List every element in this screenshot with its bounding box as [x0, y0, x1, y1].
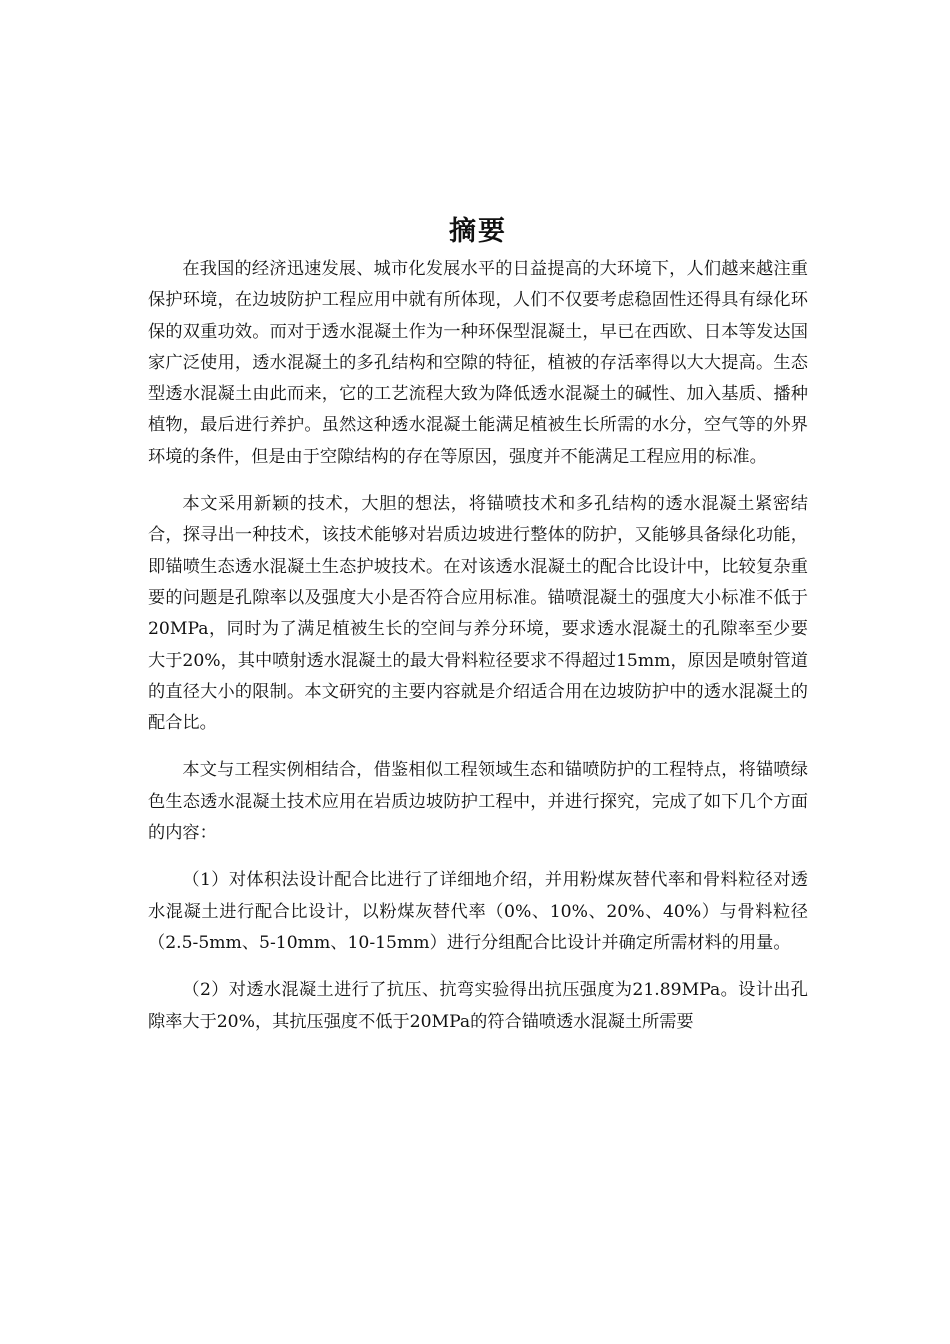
- paragraph-scope: 本文与工程实例相结合，借鉴相似工程领域生态和锚喷防护的工程特点，将锚喷绿色生态透水混凝土技术应用在岩质边坡防护工程中，并进行探究，完成了如下几个方面的内容：: [148, 760, 808, 844]
- abstract-title: 摘要: [449, 216, 507, 247]
- paragraph-background: 在我国的经济迅速发展、城市化发展水平的日益提高的大环境下，人们越来越注重保护环境，在边坡防护工程应用中就有所体现，人们不仅要考虑稳固性还得具有绿化环保的双重功效。而对于透水混凝土作为一种环保型混凝土，早已在西欧、日本等发达国家广泛使用，透水混凝土的多孔结构和空隙的特征，植被的存活率得以大大提高。生态型透水混凝土由此而来，它的工艺流程大致为降低透水混凝土的碱性、加入基质、播种植物，最后进行养护。虽然这种透水混凝土能满足植被生长所需的水分，空气等的外界环境的条件，但是由于空隙结构的存在等原因，强度并不能满足工程应用的标准。: [148, 259, 808, 467]
- document-page: [148, 212, 808, 1054]
- paragraph-method: 本文采用新颖的技术，大胆的想法，将锚喷技术和多孔结构的透水混凝土紧密结合，探寻出一种技术，该技术能够对岩质边坡进行整体的防护，又能够具备绿化功能，即锚喷生态透水混凝土生态护坡技术。在对该透水混凝土的配合比设计中，比较复杂重要的问题是孔隙率以及强度大小是否符合应用标准。锚喷混凝土的强度大小标准不低于20MPa，同时为了满足植被生长的空间与养分环境，要求透水混凝土的孔隙率至少要大于20%，其中喷射透水混凝土的最大骨料粒径要求不得超过15mm，原因是喷射管道的直径大小的限制。本文研究的主要内容就是介绍适合用在边坡防护中的透水混凝土的配合比。: [148, 494, 808, 734]
- paragraph-item-1: （1）对体积法设计配合比进行了详细地介绍，并用粉煤灰替代率和骨料粒径对透水混凝土进行配合比设计，以粉煤灰替代率（0%、10%、20%、40%）与骨料粒径（2.5-5mm、5-10mm、10-15mm）进行分组配合比设计并确定所需材料的用量。: [148, 870, 808, 953]
- paragraph-item-2: （2）对透水混凝土进行了抗压、抗弯实验得出抗压强度为21.89MPa。设计出孔隙率大于20%，其抗压强度不低于20MPa的符合锚喷透水混凝土所需要: [148, 980, 808, 1032]
